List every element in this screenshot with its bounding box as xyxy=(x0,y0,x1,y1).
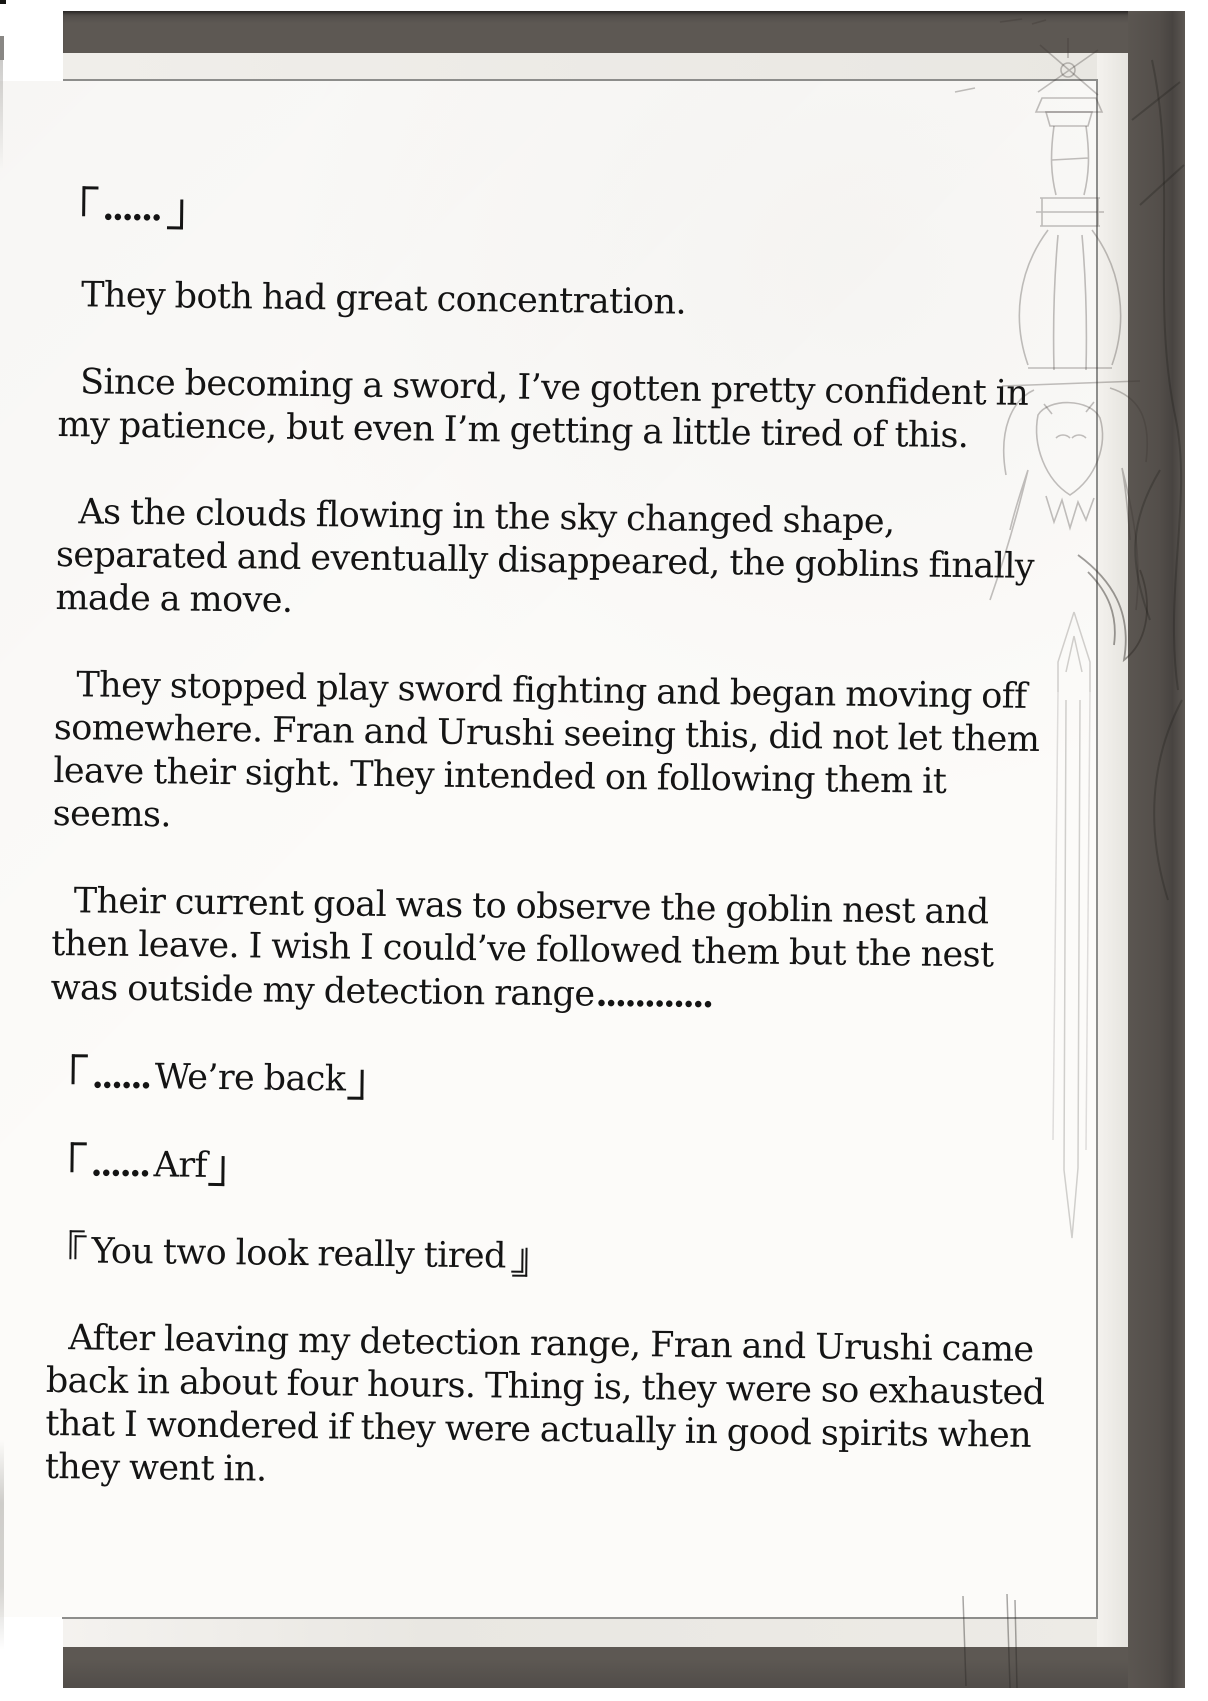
text-line: my patience, but even I’m getting a little tired of this. xyxy=(57,404,969,457)
text-line: separated and eventually disappeared, the goblins finally xyxy=(55,534,1035,587)
text-line: made a move. xyxy=(55,577,293,621)
scan-artifact xyxy=(0,0,6,4)
paragraph-7 xyxy=(49,1054,1089,1111)
leader-dots: ...... xyxy=(90,1143,149,1186)
corner-bracket xyxy=(72,1054,88,1084)
frame-band-right xyxy=(1128,11,1185,1688)
corner-bracket xyxy=(69,1230,84,1259)
text-line: They both had great concentration. xyxy=(80,275,687,323)
leader-dots: ...... xyxy=(101,187,161,230)
text-line: They stopped play sword fighting and began moving off xyxy=(76,665,1027,717)
paragraph-8 xyxy=(48,1142,1088,1199)
frame-inner-strip-bottom xyxy=(63,1618,1097,1647)
text-line: Since becoming a sword, I’ve gotten pretty confident in xyxy=(79,362,1029,414)
leader-dots: ...... xyxy=(91,1055,150,1098)
paragraph-5 xyxy=(53,664,1095,849)
paragraph-9 xyxy=(47,1230,1087,1286)
frame-band-bottom xyxy=(63,1647,1128,1688)
scan-artifact xyxy=(0,36,4,60)
text-line: After leaving my detection range, Fran and Urushi came xyxy=(68,1318,1034,1370)
text-line: then leave. I wish I could’ve followed them but the nest xyxy=(50,923,994,976)
frame-band-top xyxy=(63,11,1185,53)
paragraph-3 xyxy=(57,361,1098,460)
text-line: ...... Arf xyxy=(48,1142,1088,1199)
corner-bracket xyxy=(209,1156,225,1186)
paragraph-6 xyxy=(50,880,1092,1023)
text-line: You two look really tired xyxy=(47,1230,1087,1286)
leader-dots: ............ xyxy=(595,973,712,1017)
inner-border-line-bottom xyxy=(62,1617,1098,1619)
frame-inner-strip-right xyxy=(1097,53,1128,1647)
text-line: As the clouds flowing in the sky changed shape, xyxy=(78,492,895,543)
corner-bracket xyxy=(82,186,98,216)
text-line: ...... We’re back xyxy=(49,1054,1089,1111)
corner-bracket xyxy=(513,1248,528,1277)
paragraph-10 xyxy=(45,1317,1087,1502)
corner-bracket xyxy=(347,1070,363,1100)
scan-artifact xyxy=(0,1440,4,1650)
paragraph-4 xyxy=(55,491,1096,633)
novel-text-block xyxy=(44,186,1100,1546)
text-line: was outside my detection range............ xyxy=(50,967,712,1017)
text-line: somewhere. Fran and Urushi seeing this, did not let them xyxy=(53,707,1040,761)
inner-border-line-top xyxy=(63,79,1097,81)
frame-inner-strip-top xyxy=(63,53,1097,80)
text-line: that I wondered if they were actually in good spirits when xyxy=(45,1403,1032,1456)
corner-bracket xyxy=(167,199,183,229)
text-line: they went in. xyxy=(44,1446,267,1490)
text-line: Their current goal was to observe the goblin nest and xyxy=(73,881,989,933)
text-line: seems. xyxy=(52,793,172,836)
scan-artifact xyxy=(0,60,3,170)
text-line: leave their sight. They intended on following them it xyxy=(53,750,947,802)
corner-bracket xyxy=(70,1142,86,1172)
text-line: back in about four hours. Thing is, they were so exhausted xyxy=(45,1360,1045,1414)
paragraph-2 xyxy=(59,274,1099,330)
